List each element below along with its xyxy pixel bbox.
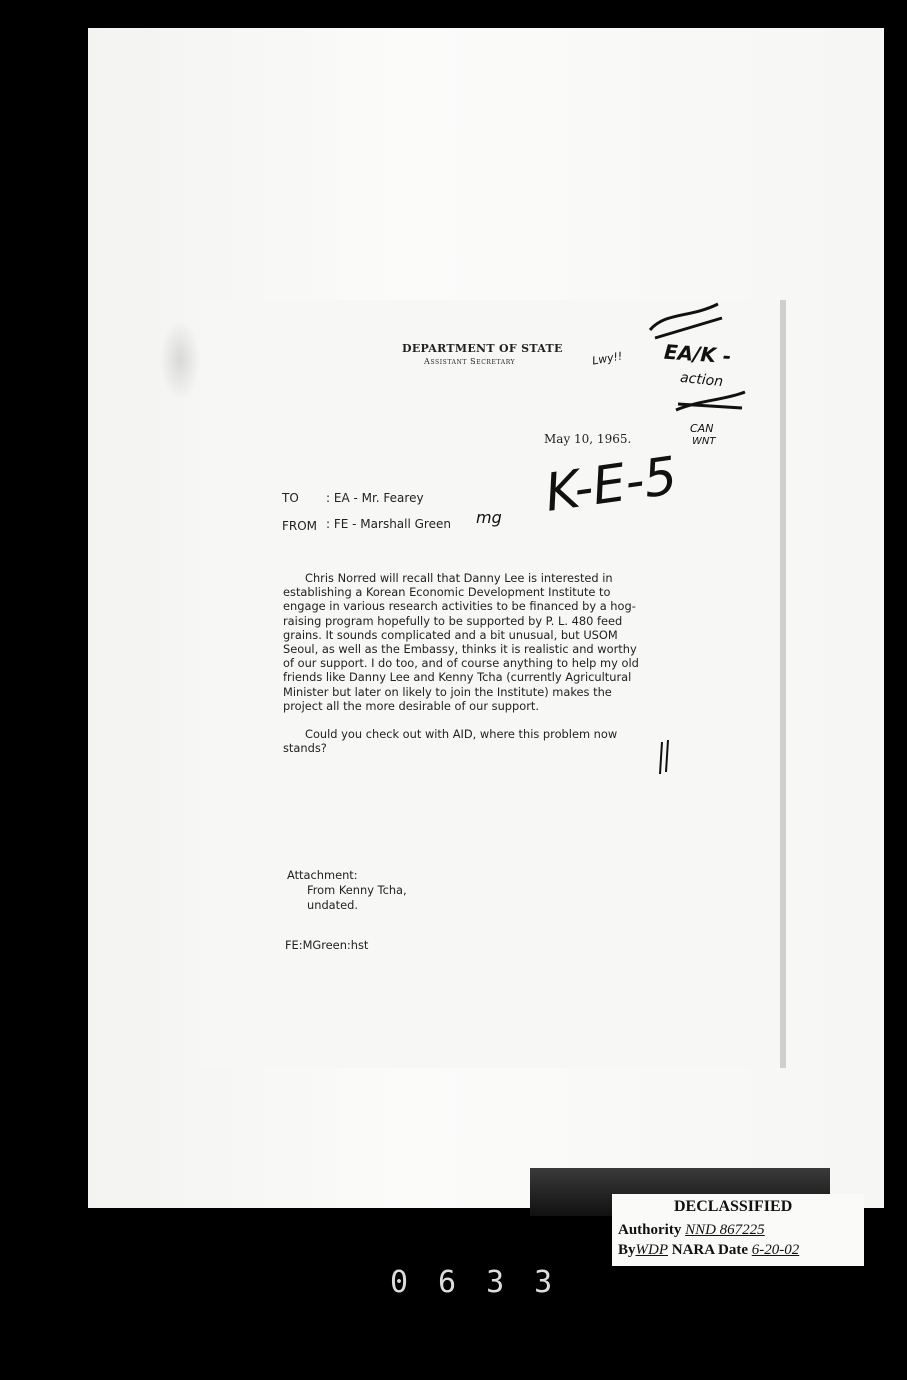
- handwritten-routing-note: EA/K -: [663, 339, 732, 369]
- handwritten-file-code: K-E-5: [541, 446, 681, 524]
- stamp-date-value: 6-20-02: [751, 1242, 800, 1258]
- body-paragraph-1: Chris Norred will recall that Danny Lee is interested in establishing a Korean Economic Development Institute to engage in various research activities to be financed by a hog-raising program hopefully to be supported by P. L. 480 feed grains. It sounds complicated and a bit unusual, but USOM Seoul, as well as the Embassy, thinks it is realistic and worthy of our support. I do too, and of course anything to help my old friends like Danny Lee and Kenny Tcha (currently Agricultural Minister but later on likely to join the Institute) makes the project all the more desirable of our support.: [283, 571, 639, 713]
- body-paragraph-2: Could you check out with AID, where this problem now stands?: [283, 727, 618, 756]
- handwritten-initials: mg: [476, 508, 502, 527]
- declassified-stamp: [612, 1194, 864, 1266]
- memo-date: May 10, 1965.: [544, 432, 632, 446]
- handwritten-wnt-note: WNT: [692, 436, 716, 447]
- reference-initials: FE:MGreen:hst: [285, 938, 369, 952]
- stamp-nara-label: NARA Date: [671, 1242, 749, 1258]
- to-label: TO: [282, 491, 299, 505]
- attachment-line-1: From Kenny Tcha,: [307, 883, 407, 897]
- stamp-by-value: WDP: [635, 1242, 669, 1258]
- handwritten-side-note: Lwy!!: [591, 349, 624, 368]
- frame-number: 0633: [390, 1265, 583, 1300]
- stamp-authority-value: NND 867225: [685, 1222, 765, 1238]
- attachment-line-2: undated.: [307, 898, 358, 912]
- stamp-authority-label: Authority: [618, 1222, 682, 1238]
- to-value: : EA - Mr. Fearey: [326, 491, 424, 505]
- office-subheading: Assistant Secretary: [424, 357, 516, 366]
- department-heading: DEPARTMENT OF STATE: [402, 342, 563, 355]
- handwritten-action-note: action: [679, 369, 724, 391]
- from-value: : FE - Marshall Green: [326, 517, 451, 531]
- from-label: FROM: [282, 519, 318, 533]
- stamp-title: DECLASSIFIED: [674, 1198, 793, 1215]
- handwritten-can-note: CAN: [690, 422, 714, 435]
- stamp-by-line: [618, 1242, 799, 1259]
- stamp-by-label: By: [618, 1242, 636, 1258]
- attachment-label: Attachment:: [287, 868, 358, 882]
- stamp-authority: [618, 1222, 765, 1239]
